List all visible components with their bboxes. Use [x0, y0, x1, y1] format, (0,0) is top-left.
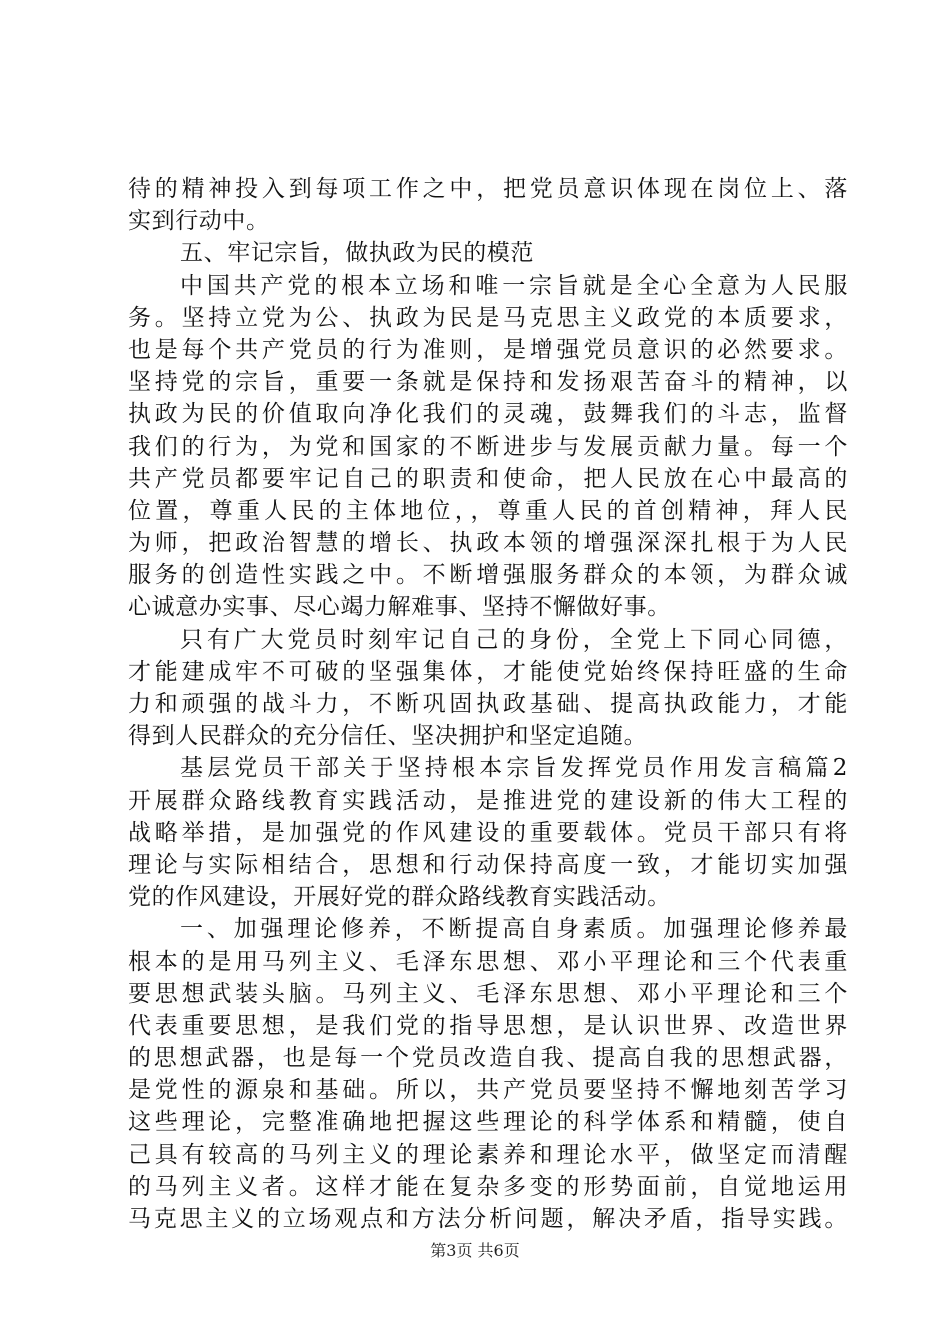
text-line: 理论与实际相结合，思想和行动保持高度一致，才能切实加强 [128, 851, 848, 878]
text-line: 根本的是用马列主义、毛泽东思想、邓小平理论和三个代表重 [128, 948, 848, 975]
text-line: 位置，尊重人民的主体地位，，尊重人民的首创精神，拜人民 [128, 497, 848, 524]
text-line: 服务的创造性实践之中。不断增强服务群众的本领，为群众诚 [128, 562, 848, 589]
text-line: 是党性的源泉和基础。所以，共产党员要坚持不懈地刻苦学习 [128, 1077, 848, 1104]
text-line: 得到人民群众的充分信任、坚决拥护和坚定追随。 [128, 723, 648, 750]
text-line: 共产党员都要牢记自己的职责和使命，把人民放在心中最高的 [128, 465, 848, 492]
text-line: 战略举措，是加强党的作风建设的重要载体。党员干部只有将 [128, 819, 848, 846]
text-line: 的马列主义者。这样才能在复杂多变的形势面前，自觉地运用 [128, 1173, 848, 1200]
text-line: 开展群众路线教育实践活动，是推进党的建设新的伟大工程的 [128, 787, 848, 814]
text-line: 代表重要思想，是我们党的指导思想，是认识世界、改造世界 [128, 1012, 848, 1039]
text-line: 只有广大党员时刻牢记自己的身份，全党上下同心同德， [180, 626, 848, 653]
text-line: 为师，把政治智慧的增长、执政本领的增强深深扎根于为人民 [128, 530, 848, 557]
text-line: 也是每个共产党员的行为准则，是增强党员意识的必然要求。 [128, 336, 848, 363]
document-body [128, 173, 848, 1235]
text-line: 五、牢记宗旨，做执政为民的模范 [180, 240, 534, 267]
text-line: 要思想武装头脑。马列主义、毛泽东思想、邓小平理论和三个 [128, 980, 848, 1007]
text-line: 坚持党的宗旨，重要一条就是保持和发扬艰苦奋斗的精神，以 [128, 369, 848, 396]
text-line: 心诚意办实事、尽心竭力解难事、坚持不懈做好事。 [128, 594, 671, 621]
text-line: 力和顽强的战斗力，不断巩固执政基础、提高执政能力，才能 [128, 691, 848, 717]
text-line: 这些理论，完整准确地把握这些理论的科学体系和精髓，使自 [128, 1109, 848, 1136]
text-line: 一、加强理论修养，不断提高自身素质。加强理论修养最 [180, 916, 848, 943]
text-line: 实到行动中。 [128, 208, 270, 235]
text-line: 才能建成牢不可破的坚强集体，才能使党始终保持旺盛的生命 [128, 658, 848, 685]
text-line: 我们的行为，为党和国家的不断进步与发展贡献力量。每一个 [128, 433, 848, 460]
text-line: 马克思主义的立场观点和方法分析问题，解决矛盾，指导实践。 [128, 1206, 848, 1232]
text-line: 己具有较高的马列主义的理论素养和理论水平，做坚定而清醒 [128, 1141, 848, 1168]
text-line: 待的精神投入到每项工作之中，把党员意识体现在岗位上、落 [128, 176, 848, 202]
page-number-footer: 第3页 共6页 [430, 1241, 520, 1260]
text-line: 的思想武器，也是每一个党员改造自我、提高自我的思想武器， [128, 1045, 848, 1072]
text-line: 务。坚持立党为公、执政为民是马克思主义政党的本质要求， [128, 304, 848, 331]
text-line: 中国共产党的根本立场和唯一宗旨就是全心全意为人民服 [180, 272, 848, 299]
text-line: 党的作风建设，开展好党的群众路线教育实践活动。 [128, 884, 671, 911]
text-line: 基层党员干部关于坚持根本宗旨发挥党员作用发言稿篇2 [180, 755, 848, 782]
text-line: 执政为民的价值取向净化我们的灵魂，鼓舞我们的斗志，监督 [128, 401, 848, 428]
